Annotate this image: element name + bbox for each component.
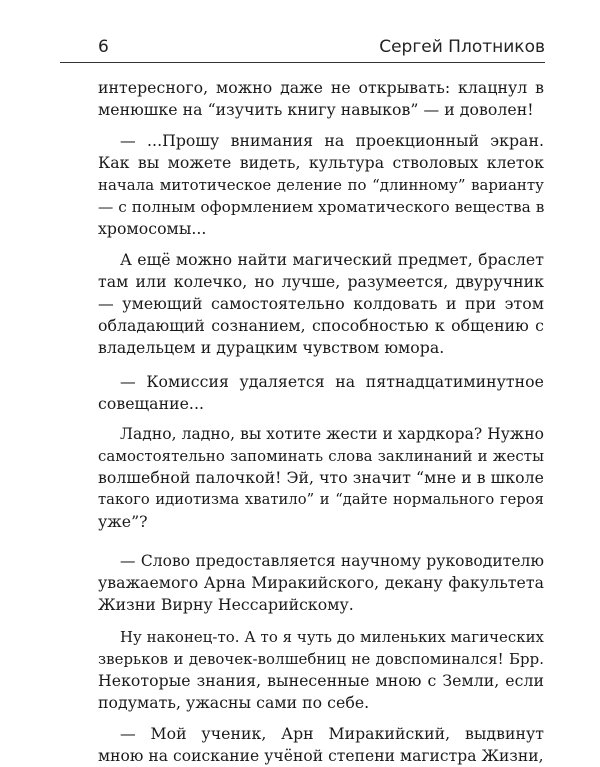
text-line: обладающий сознанием, способностью к общению с <box>98 316 544 335</box>
paragraph <box>98 130 544 240</box>
text-line: — Мой ученик, Арн Миракийский, выдвинут <box>120 724 544 743</box>
paragraph <box>98 550 544 616</box>
page-number: 6 <box>98 37 109 57</box>
text-line: Ну наконец-то. А то я чуть до миленьких магических <box>120 628 544 646</box>
text-line: — Слово предоставляется научному руководителю <box>120 552 544 570</box>
text-line: владельцем и дурацким чувством юмора. <box>98 338 445 357</box>
paragraph <box>98 371 544 415</box>
paragraph <box>98 626 544 714</box>
text-line: совещание... <box>98 394 205 413</box>
text-line: менюшке на “изучить книгу навыков” — и доволен! <box>98 100 534 119</box>
text-line: — Комиссия удаляется на пятнадцатиминутное <box>120 372 544 391</box>
paragraph <box>98 249 544 359</box>
text-line: интересного, можно даже не открывать: клацнул в <box>98 78 544 97</box>
text-line: там или колечко, но лучше, разумеется, двуручник <box>98 272 544 291</box>
text-line: — ...Прошу внимания на проекционный экран. <box>120 131 544 150</box>
text-line: самостоятельно запоминать слова заклинаний и жесты <box>98 447 544 465</box>
author-name: Сергей Плотников <box>379 37 545 57</box>
text-line: Как вы можете видеть, культура стволовых клеток <box>98 153 544 172</box>
paragraph <box>98 77 544 121</box>
paragraph <box>98 723 544 767</box>
text-line: Ладно, ладно, вы хотите жести и хардкора? Нужно <box>120 425 545 443</box>
text-line: подумать, ужасны сами по себе. <box>98 693 370 712</box>
text-line: уважаемого Арна Миракийского, декану факультета <box>98 573 544 592</box>
text-line: Некоторые знания, вынесенные мною с Земли, если <box>98 671 544 690</box>
running-header <box>60 37 545 61</box>
text-line: А ещё можно найти магический предмет, браслет <box>120 250 544 269</box>
text-line: — умеющий самостоятельно колдовать и при этом <box>98 294 544 313</box>
text-line: такого идиотизма хватило” и “дайте нормального героя <box>98 491 544 508</box>
text-line: начала митотическое деление по “длинному” варианту <box>98 176 544 194</box>
text-line: мною на соискание учёной степени магистра Жизни, <box>98 747 544 765</box>
text-line: зверьков и девочек-волшебниц не довспоминался! Брр. <box>98 650 544 668</box>
text-line: волшебной палочкой! Эй, что значит “мне и в школе <box>98 468 544 487</box>
body-text <box>98 68 544 767</box>
text-line: Жизни Вирну Нессарийскому. <box>98 595 354 614</box>
paragraph <box>98 423 544 533</box>
text-line: хромосомы... <box>98 219 207 238</box>
header-rule <box>60 62 545 63</box>
text-line: — с полным оформлением хроматического вещества в <box>98 198 545 216</box>
text-line: уже”? <box>98 512 148 531</box>
